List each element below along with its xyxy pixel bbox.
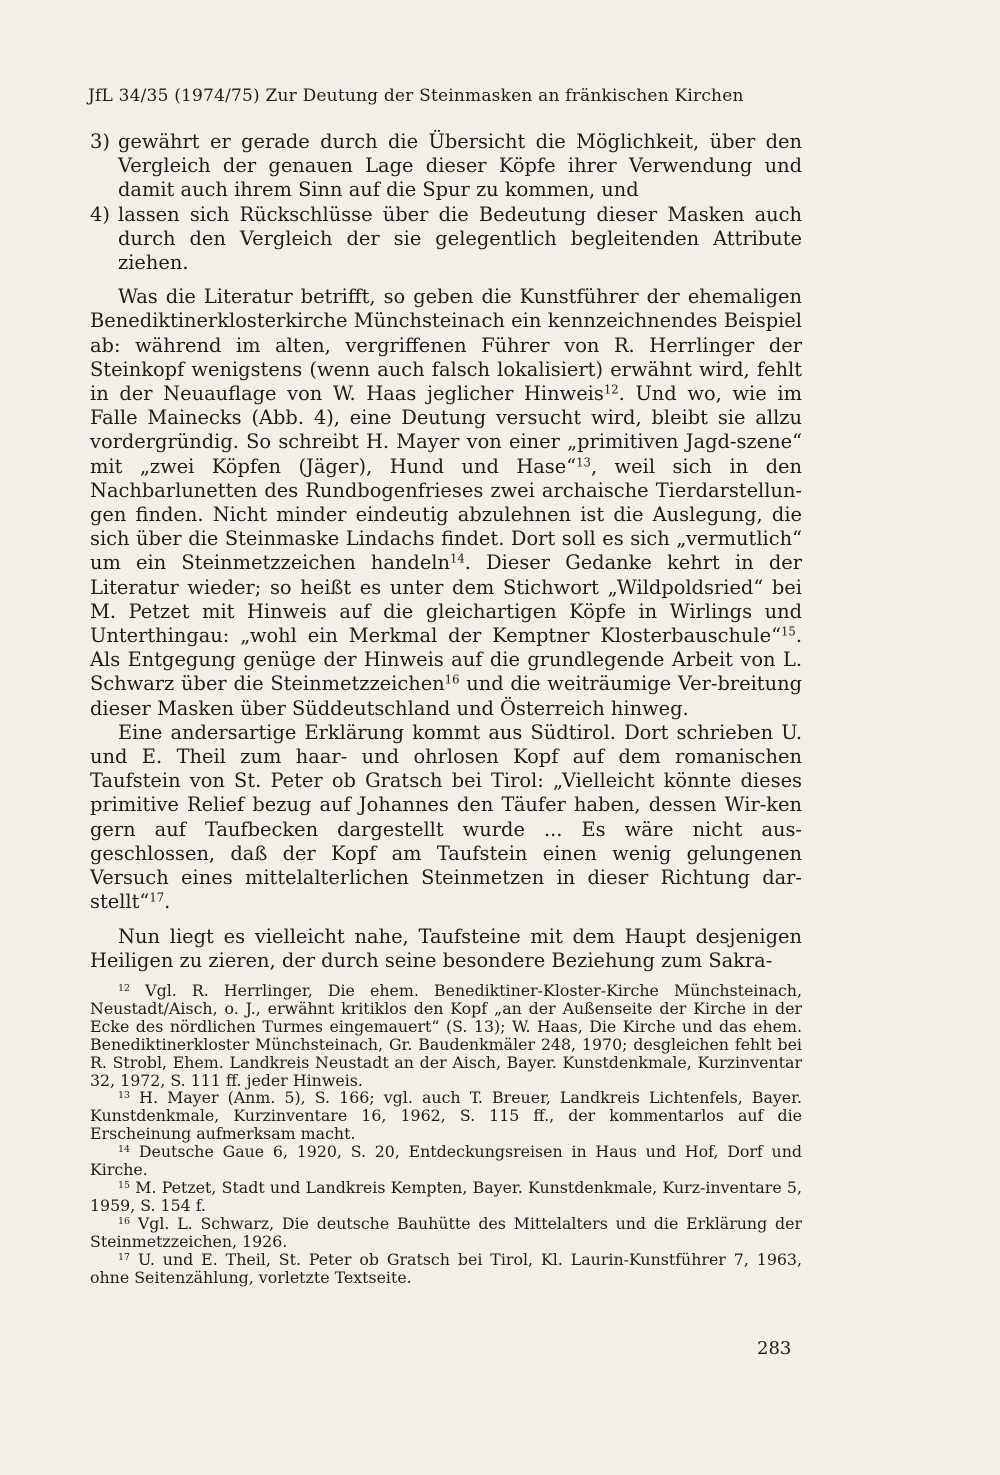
- page-number: 283: [757, 1338, 792, 1359]
- text-run: Eine andersartige Erklärung kommt aus Südtirol. Dort schrieben U. und E. Theil zum haar- und ohrlosen Kopf auf dem romanischen Taufstein von St. Peter ob Gratsch bei Tirol: „Vielleicht könnte dieses primitive Relief bezug auf Johannes den Täufer haben, dessen Wir-ken gern auf Taufbecken dargestellt wurde ... Es wäre nicht aus-geschlossen, daß der Kopf am Taufstein einen wenig gelungenen Versuch eines mittelalterlichen Steinmetzen in dieser Richtung dar-stellt“: [90, 720, 802, 914]
- text-run: . Dieser Gedanke kehrt in der Literatur wieder; so heißt es unter dem Stichwort „Wildpoldsried“ bei M. Petzet mit Hinweis auf die gleichartigen Köpfe in Wirlings und Unterthingau: „wohl ein Merkmal der Kemptner Klosterbauschule“: [90, 551, 802, 648]
- footnote-number: 12: [118, 982, 131, 994]
- text-run: Was die Literatur betrifft, so geben die Kunstführer der ehemaligen Benediktinerklosterkirche Münchsteinach ein kennzeichnendes Beispiel ab: während im alten, vergriffenen Führer von R. Herrlinger der Steinkopf wenigstens (wenn auch falsch lokalisiert) erwähnt wird, fehlt in der Neuauflage von W. Haas jeglicher Hinweis: [90, 285, 802, 406]
- footnote-ref-17: 17: [149, 890, 165, 905]
- footnote-17: [90, 1251, 802, 1287]
- text-run: . Und wo, wie im Falle Mainecks (Abb. 4), eine Deutung versucht wird, bleibt sie allzu vordergründig. So schreibt H. Mayer von einer „primitiven Jagd-szene“ mit „zwei Köpfen (Jäger), Hund und Hase“: [90, 382, 802, 478]
- footnote-ref-15: 15: [781, 624, 796, 639]
- footnote-text: Vgl. L. Schwarz, Die deutsche Bauhütte des Mittelalters und die Erklärung der Steinmetzzeichen, 1926.: [90, 1213, 802, 1251]
- paragraph-suedtirol: [90, 721, 802, 915]
- footnotes: [90, 982, 802, 1286]
- list-item: [90, 203, 802, 276]
- list-number: 3): [90, 130, 110, 153]
- running-head: JfL 34/35 (1974/75) Zur Deutung der Steinmasken an fränkischen Kirchen: [88, 86, 744, 106]
- footnote-12: [90, 982, 802, 1089]
- paragraph-literature: [90, 285, 802, 721]
- footnote-ref-12: 12: [603, 382, 619, 397]
- footnote-number: 17: [118, 1251, 131, 1263]
- footnote-number: 16: [118, 1215, 131, 1227]
- list-number: 4): [90, 202, 110, 226]
- footnote-number: 15: [118, 1179, 131, 1191]
- footnote-ref-14: 14: [449, 552, 465, 567]
- footnote-ref-13: 13: [576, 455, 591, 470]
- text-run: und die weiträumige Ver-breitung dieser Masken über Süddeutschland und Österreich hinweg.: [90, 672, 802, 720]
- footnote-text: Deutsche Gaue 6, 1920, S. 20, Entdeckungsreisen in Haus und Hof, Dorf und Kirche.: [90, 1142, 802, 1180]
- list-item: [90, 130, 802, 203]
- paragraph-taufsteine: Nun liegt es vielleicht nahe, Taufsteine mit dem Haupt desjenigen Heiligen zu zieren, der durch seine besondere Beziehung zum Sakra-: [90, 924, 802, 972]
- text-run: .: [164, 890, 171, 914]
- footnote-ref-16: 16: [444, 673, 460, 688]
- list-text: lassen sich Rückschlüsse über die Bedeutung dieser Masken auch durch den Vergleich der sie gelegentlich begleitenden Attribute ziehen.: [118, 202, 802, 275]
- footnote-text: H. Mayer (Anm. 5), S. 166; vgl. auch T. Breuer, Landkreis Lichtenfels, Bayer. Kunstdenkmale, Kurzinventare 16, 1962, S. 115 ff., der kommentarlos auf die Erscheinung aufmerksam macht.: [90, 1088, 802, 1144]
- footnote-text: U. und E. Theil, St. Peter ob Gratsch bei Tirol, Kl. Laurin-Kunstführer 7, 1963, ohne Seitenzählung, vorletzte Textseite.: [90, 1249, 802, 1287]
- footnote-13: [90, 1089, 802, 1143]
- footnote-number: 14: [118, 1143, 131, 1155]
- list-text: gewährt er gerade durch die Übersicht die Möglichkeit, über den Vergleich der genauen Lage dieser Köpfe ihrer Verwendung und damit auch ihrem Sinn auf die Spur zu kommen, und: [118, 130, 802, 202]
- text-run: , weil sich in den Nachbarlunetten des Rundbogenfrieses zwei archaische Tierdarstellun-gen finden. Nicht minder eindeutig abzulehnen ist die Auslegung, die sich über die Steinmaske Lindachs findet. Dort soll es sich „vermutlich“ um ein Steinmetzzeichen handeln: [90, 454, 802, 575]
- footnote-14: [90, 1143, 802, 1179]
- footnote-text: Vgl. R. Herrlinger, Die ehem. Benediktiner-Kloster-Kirche Münchsteinach, Neustadt/Aisch, o. J., erwähnt kritiklos den Kopf „an der Außenseite der Kirche in der Ecke des nördlichen Turmes eingemauert“ (S. 13); W. Haas, Die Kirche und das ehem. Benediktinerkloster Münchsteinach, Gr. Baudenkmäler 248, 1970; desgleichen fehlt bei R. Strobl, Ehem. Landkreis Neustadt an der Aisch, Bayer. Kunstdenkmale, Kurzinventar 32, 1972, S. 111 ff. jeder Hinweis.: [90, 981, 802, 1090]
- body-text: [90, 130, 802, 973]
- footnote-text: M. Petzet, Stadt und Landkreis Kempten, Bayer. Kunstdenkmale, Kurz-inventare 5, 1959, S. 154 f.: [90, 1177, 802, 1215]
- footnote-16: [90, 1215, 802, 1251]
- footnote-number: 13: [118, 1090, 131, 1102]
- footnote-15: [90, 1179, 802, 1215]
- text-run: . Als Entgegung genüge der Hinweis auf die grundlegende Arbeit von L. Schwarz über die Steinmetzzeichen: [90, 624, 802, 696]
